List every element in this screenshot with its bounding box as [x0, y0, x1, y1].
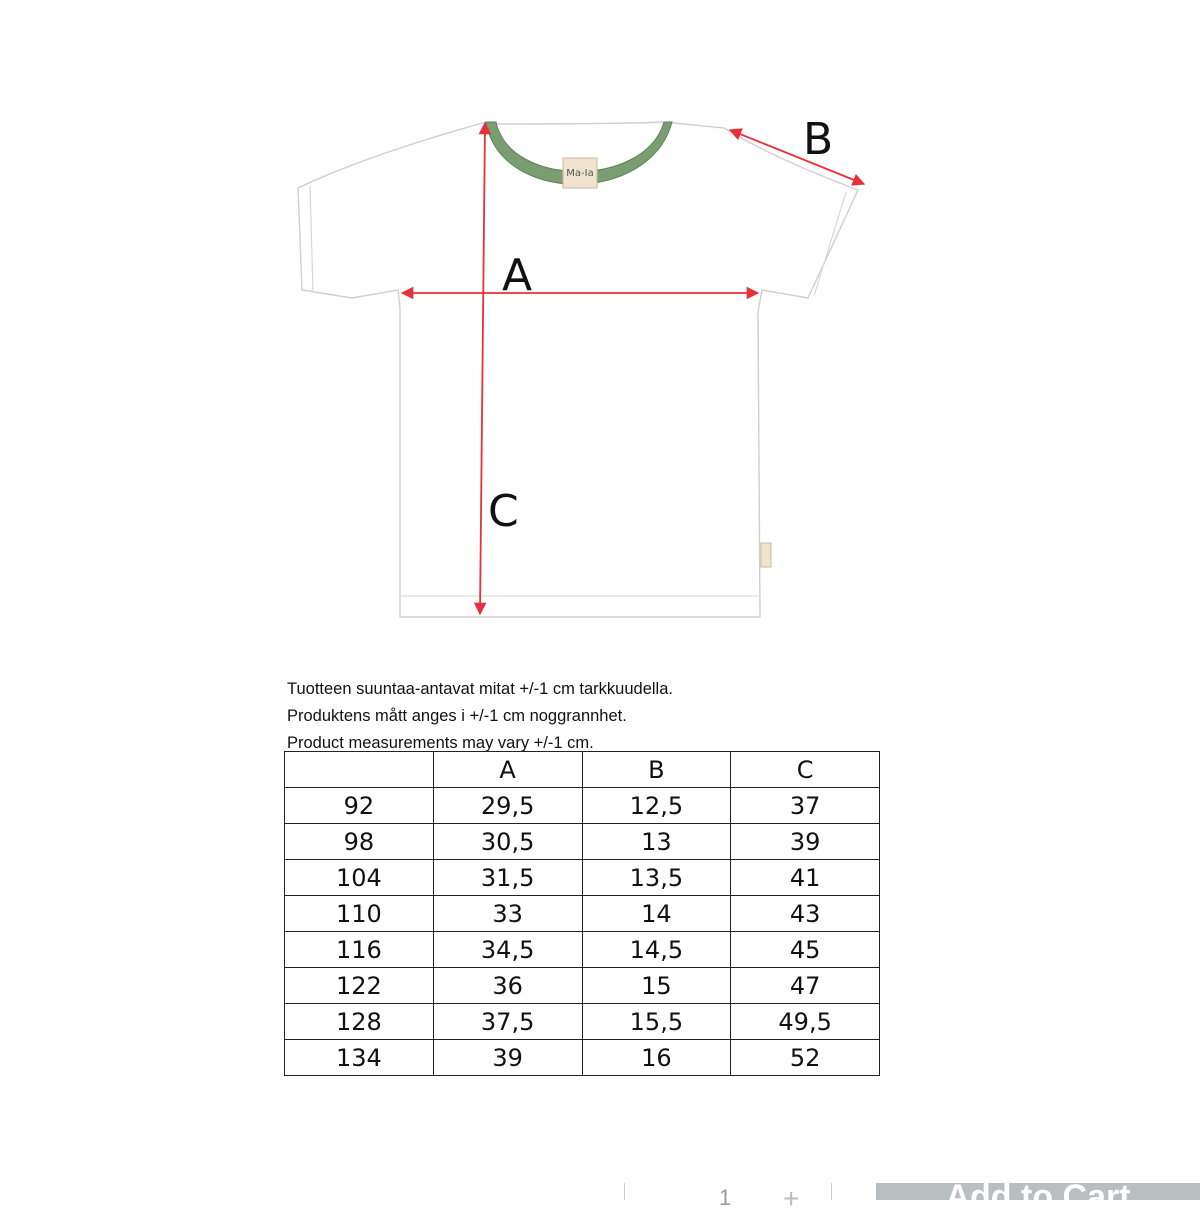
cell-a: 39	[433, 1040, 582, 1076]
table-row	[285, 788, 880, 824]
header-size	[285, 752, 434, 788]
cell-c: 45	[731, 932, 880, 968]
cell-a: 34,5	[433, 932, 582, 968]
quantity-stepper[interactable]	[624, 1183, 832, 1214]
cell-size: 134	[285, 1040, 434, 1076]
measurement-notes	[287, 676, 673, 757]
cell-size: 110	[285, 896, 434, 932]
neck-tag-text: Ma-Ia	[566, 168, 594, 179]
cell-a: 33	[433, 896, 582, 932]
cell-c: 43	[731, 896, 880, 932]
header-a: A	[433, 752, 582, 788]
table-row	[285, 896, 880, 932]
cell-c: 39	[731, 824, 880, 860]
note-swedish: Produktens mått anges i +/-1 cm noggrannhet.	[287, 707, 627, 725]
add-to-cart-button[interactable]	[876, 1178, 1200, 1216]
cell-b: 15,5	[582, 1004, 731, 1040]
cell-a: 37,5	[433, 1004, 582, 1040]
cell-c: 41	[731, 860, 880, 896]
note-english: Product measurements may vary +/-1 cm.	[287, 734, 594, 752]
cell-c: 49,5	[731, 1004, 880, 1040]
cell-size: 104	[285, 860, 434, 896]
add-to-cart-label[interactable]: Add to Cart	[945, 1178, 1131, 1216]
header-c: C	[731, 752, 880, 788]
table-row	[285, 1040, 880, 1076]
table-row	[285, 932, 880, 968]
cell-size: 92	[285, 788, 434, 824]
cell-b: 16	[582, 1040, 731, 1076]
table-row	[285, 968, 880, 1004]
cell-a: 31,5	[433, 860, 582, 896]
table-row	[285, 824, 880, 860]
header-b: B	[582, 752, 731, 788]
cell-b: 12,5	[582, 788, 731, 824]
label-b: B	[803, 114, 834, 165]
cell-b: 13,5	[582, 860, 731, 896]
cell-size: 122	[285, 968, 434, 1004]
cell-a: 36	[433, 968, 582, 1004]
quantity-value[interactable]: 1	[719, 1185, 732, 1210]
cell-b: 14,5	[582, 932, 731, 968]
cell-b: 15	[582, 968, 731, 1004]
side-tag	[761, 543, 771, 567]
cell-size: 128	[285, 1004, 434, 1040]
cell-c: 52	[731, 1040, 880, 1076]
table-header-row	[285, 752, 880, 788]
shirt-outline	[298, 122, 858, 617]
quantity-plus-button[interactable]: +	[783, 1183, 800, 1214]
table-row	[285, 860, 880, 896]
cell-size: 98	[285, 824, 434, 860]
cell-c: 37	[731, 788, 880, 824]
label-c: C	[488, 486, 519, 537]
cell-c: 47	[731, 968, 880, 1004]
cell-size: 116	[285, 932, 434, 968]
cell-b: 13	[582, 824, 731, 860]
table-row	[285, 1004, 880, 1040]
cell-a: 29,5	[433, 788, 582, 824]
label-a: A	[502, 250, 533, 301]
cell-a: 30,5	[433, 824, 582, 860]
note-finnish: Tuotteen suuntaa-antavat mitat +/-1 cm tarkkuudella.	[287, 680, 673, 698]
size-table	[284, 751, 880, 1076]
cell-b: 14	[582, 896, 731, 932]
